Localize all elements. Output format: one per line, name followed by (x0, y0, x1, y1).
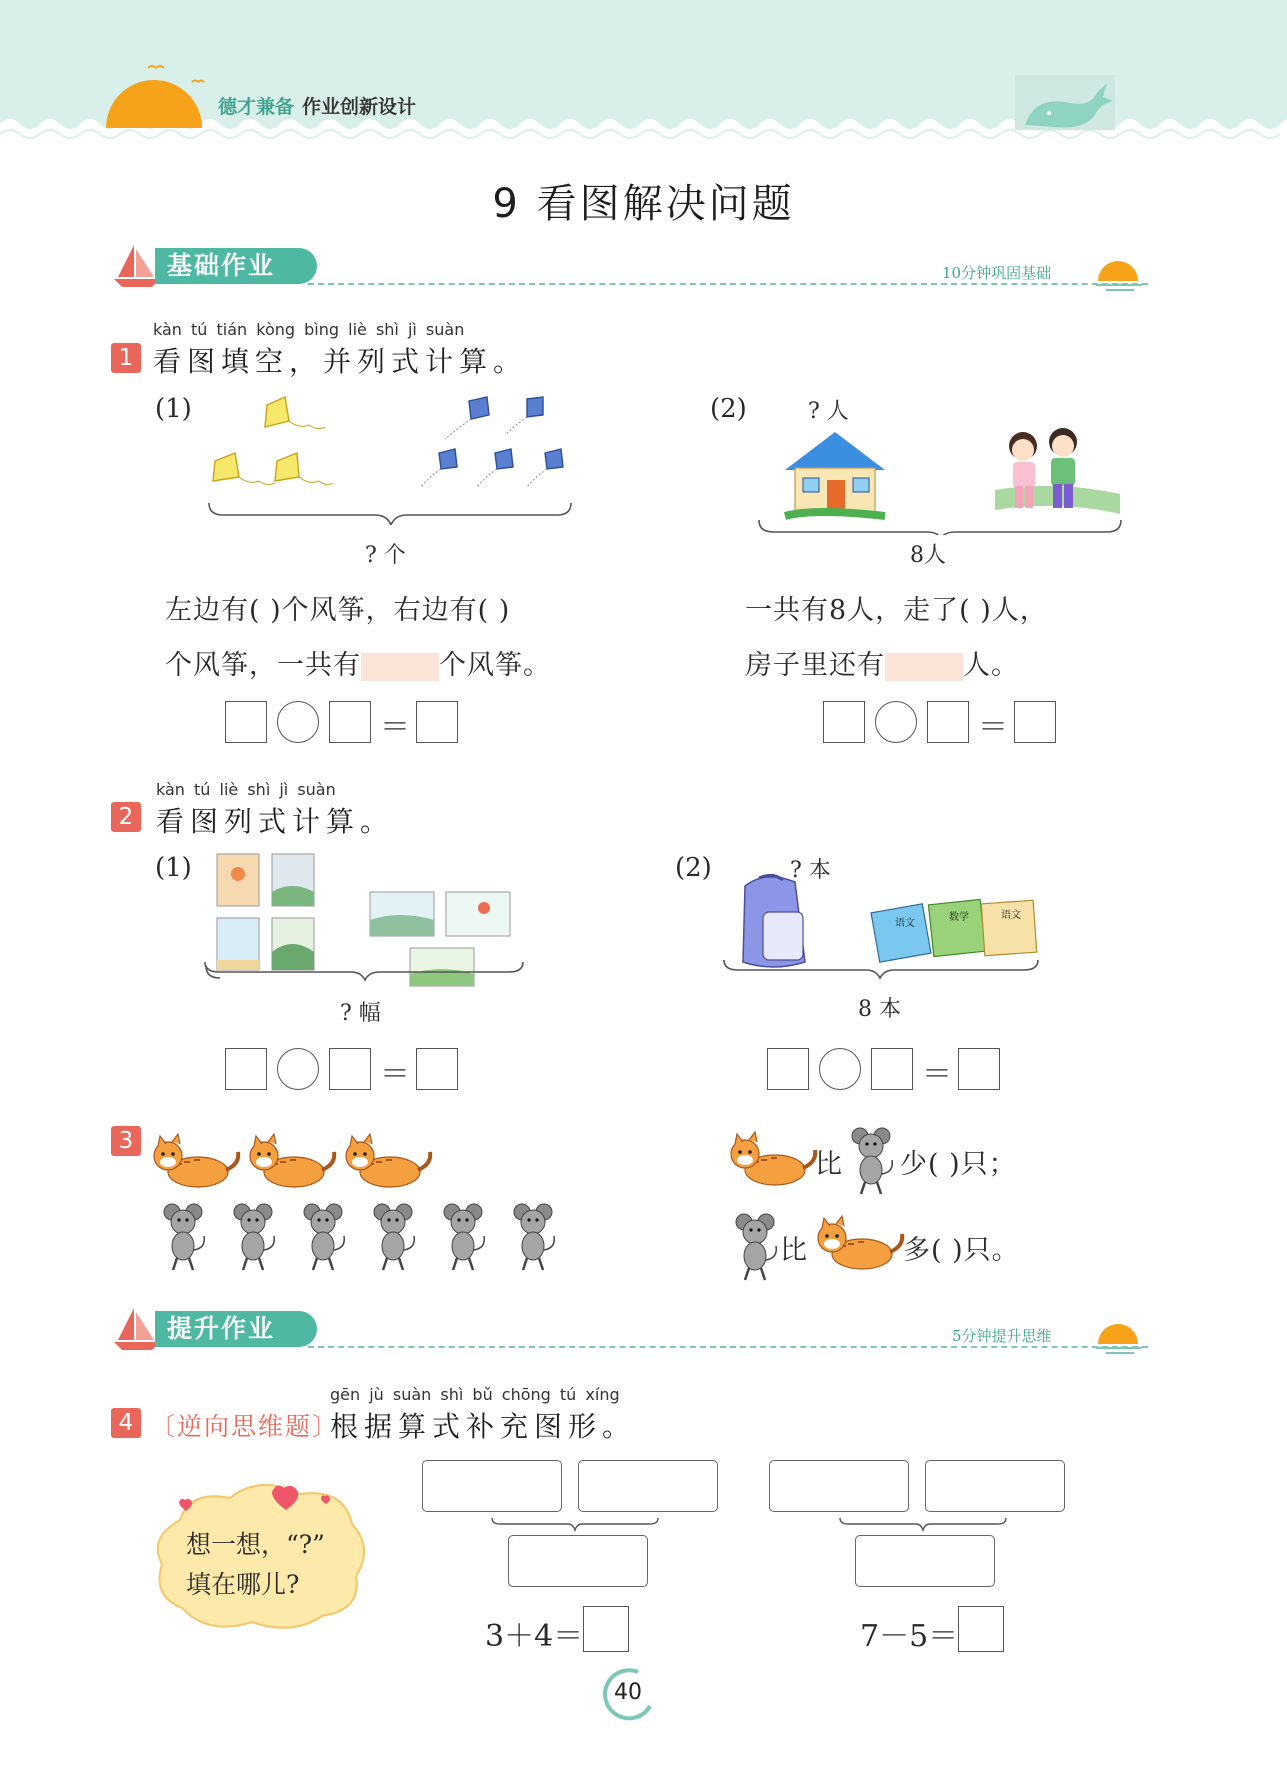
q1-p1-operator-circle[interactable] (277, 701, 319, 743)
book-title-2: 数学 (949, 912, 969, 923)
q3-number: 3 (111, 1126, 141, 1156)
schoolbag-icon (743, 875, 805, 967)
children-icon (995, 428, 1120, 514)
q4-right-brace (838, 1516, 1008, 1536)
section-advanced-label: 提升作业 (155, 1311, 317, 1347)
brand-dark-text: 作业创新设计 (302, 96, 417, 118)
q1-p1-equals: ＝ (380, 710, 410, 745)
q4-tag: 〔逆向思维题〕 (150, 1412, 340, 1441)
q1-p1-box-result[interactable] (416, 701, 458, 743)
q2-p1-label: (1) (155, 853, 192, 883)
q3-line2b: 多( )只。 (903, 1235, 1020, 1266)
q2-text: 看图列式计算。 (156, 805, 395, 838)
q1-p2-answer-blank[interactable] (885, 653, 963, 681)
q2-p1-brace (203, 960, 525, 990)
q4-eq2-answer-box[interactable] (958, 1606, 1004, 1652)
section-advanced-divider (308, 1346, 1148, 1348)
q2-p1-box-2[interactable] (329, 1048, 371, 1090)
q1-p1-line2 (165, 643, 551, 682)
q1-p1-box-2[interactable] (329, 701, 371, 743)
q1-p2-box-result[interactable] (1014, 701, 1056, 743)
q2-p2-label: (2) (675, 853, 712, 883)
q2-p2-box-1[interactable] (767, 1048, 809, 1090)
q1-p2-box-1[interactable] (823, 701, 865, 743)
q4-left-brace (490, 1516, 660, 1536)
section-basic-divider (308, 283, 1148, 285)
q2-p2-brace (722, 958, 1040, 988)
q1-p2-line1: 一共有8人，走了( )人， (745, 595, 1048, 626)
sun-logo-icon (100, 60, 210, 130)
book-title-3: 语文 (1001, 910, 1021, 921)
q2-p2-operator-circle[interactable] (819, 1048, 861, 1090)
q4-left-total-box[interactable] (508, 1535, 648, 1587)
house-children-picture (755, 420, 1125, 535)
q3-line1a: 比 (815, 1149, 843, 1180)
q4-pinyin: gēn jù suàn shì bǔ chōng tú xíng (330, 1385, 620, 1404)
q4-eq2: 7－5＝ (860, 1619, 959, 1654)
brand-green-text: 德才兼备 (218, 96, 295, 118)
mouse-icon (444, 1204, 484, 1270)
bubble-line1: 想一想，“?” (186, 1530, 325, 1559)
q3-cat-2-icon (812, 1210, 907, 1276)
q2-p2-box-2[interactable] (871, 1048, 913, 1090)
q2-p1-box-1[interactable] (225, 1048, 267, 1090)
q1-p1-brace-label: ? 个 (365, 543, 406, 568)
q3-cat-1-icon (725, 1126, 820, 1192)
cat-icon (250, 1134, 334, 1187)
q1-number: 1 (111, 343, 141, 373)
q3-mouse-2-icon (730, 1212, 780, 1284)
mouse-icon (234, 1204, 274, 1270)
q4-left-part-box-2[interactable] (578, 1460, 718, 1512)
q2-p1-brace-label: ? 幅 (340, 1001, 381, 1026)
q4-right-total-box[interactable] (855, 1535, 995, 1587)
q1-p1-line2a: 个风筝，一共有 (165, 650, 361, 681)
q2-number: 2 (111, 802, 141, 832)
q4-right-part-box-1[interactable] (769, 1460, 909, 1512)
q4-eq1-answer-box[interactable] (583, 1606, 629, 1652)
page-number: 40 (614, 1680, 642, 1705)
q2-p2-brace-label: 8 本 (858, 997, 901, 1022)
q1-text: 看图填空，并列式计算。 (153, 345, 528, 378)
q2-p2-top-label: ? 本 (790, 858, 831, 883)
cats-row (150, 1128, 440, 1194)
mouse-icon (374, 1204, 414, 1270)
brand-title (218, 92, 416, 119)
q1-p1-answer-blank[interactable] (361, 653, 439, 681)
q1-p1-line2b: 个风筝。 (439, 650, 551, 681)
cat-icon (346, 1134, 430, 1187)
q2-pinyin: kàn tú liè shì jì suàn (156, 780, 336, 799)
q2-p2-equals: ＝ (922, 1057, 952, 1092)
q1-p2-label: (2) (710, 394, 747, 424)
small-sun-icon (1092, 253, 1148, 293)
q4-eq1: 3＋4＝ (485, 1619, 584, 1654)
q1-p2-brace-label: 8人 (910, 543, 946, 568)
q1-p2-line2 (745, 643, 1019, 682)
q3-mouse-1-icon (846, 1126, 896, 1198)
section-advanced-hint: 5分钟提升思维 (952, 1327, 1052, 1345)
q4-number: 4 (111, 1408, 141, 1438)
q1-p1-box-1[interactable] (225, 701, 267, 743)
section-basic-label: 基础作业 (155, 248, 317, 284)
page-title: 9 看图解决问题 (492, 181, 795, 227)
whale-icon (1015, 75, 1115, 130)
cat-icon (154, 1134, 238, 1187)
mouse-icon (164, 1204, 204, 1270)
books-icon (871, 899, 1037, 962)
q2-p1-box-result[interactable] (416, 1048, 458, 1090)
q1-p1-label: (1) (155, 394, 192, 424)
q2-p1-equals: ＝ (380, 1057, 410, 1092)
q1-p2-line2a: 房子里还有 (745, 650, 885, 681)
mouse-icon (514, 1204, 554, 1270)
book-title-1: 语文 (895, 918, 915, 929)
q1-p2-operator-circle[interactable] (875, 701, 917, 743)
section-basic-hint: 10分钟巩固基础 (942, 264, 1052, 282)
house-icon (785, 432, 885, 516)
q1-p2-top-label: ? 人 (808, 399, 849, 424)
q2-p2-box-result[interactable] (958, 1048, 1000, 1090)
q1-pinyin: kàn tú tián kòng bìng liè shì jì suàn (153, 320, 465, 339)
kites-picture (205, 395, 575, 525)
q4-right-part-box-2[interactable] (925, 1460, 1065, 1512)
q1-p2-box-2[interactable] (927, 701, 969, 743)
q2-p1-operator-circle[interactable] (277, 1048, 319, 1090)
mice-row (160, 1202, 570, 1274)
yellow-kite-icon (213, 397, 299, 481)
mouse-icon (304, 1204, 344, 1270)
bubble-line2: 填在哪儿? (186, 1570, 300, 1599)
q1-p1-line1: 左边有( )个风筝，右边有( ) (165, 595, 511, 626)
small-sun-icon (1092, 1316, 1148, 1356)
q1-p2-equals: ＝ (978, 710, 1008, 745)
q4-left-part-box-1[interactable] (422, 1460, 562, 1512)
q3-line1b: 少( )只； (900, 1149, 1017, 1180)
q4-text: 根据算式补充图形。 (330, 1410, 637, 1443)
blue-kite-icon (439, 397, 563, 469)
q3-line2a: 比 (780, 1235, 808, 1266)
q1-p2-line2b: 人。 (963, 650, 1019, 681)
